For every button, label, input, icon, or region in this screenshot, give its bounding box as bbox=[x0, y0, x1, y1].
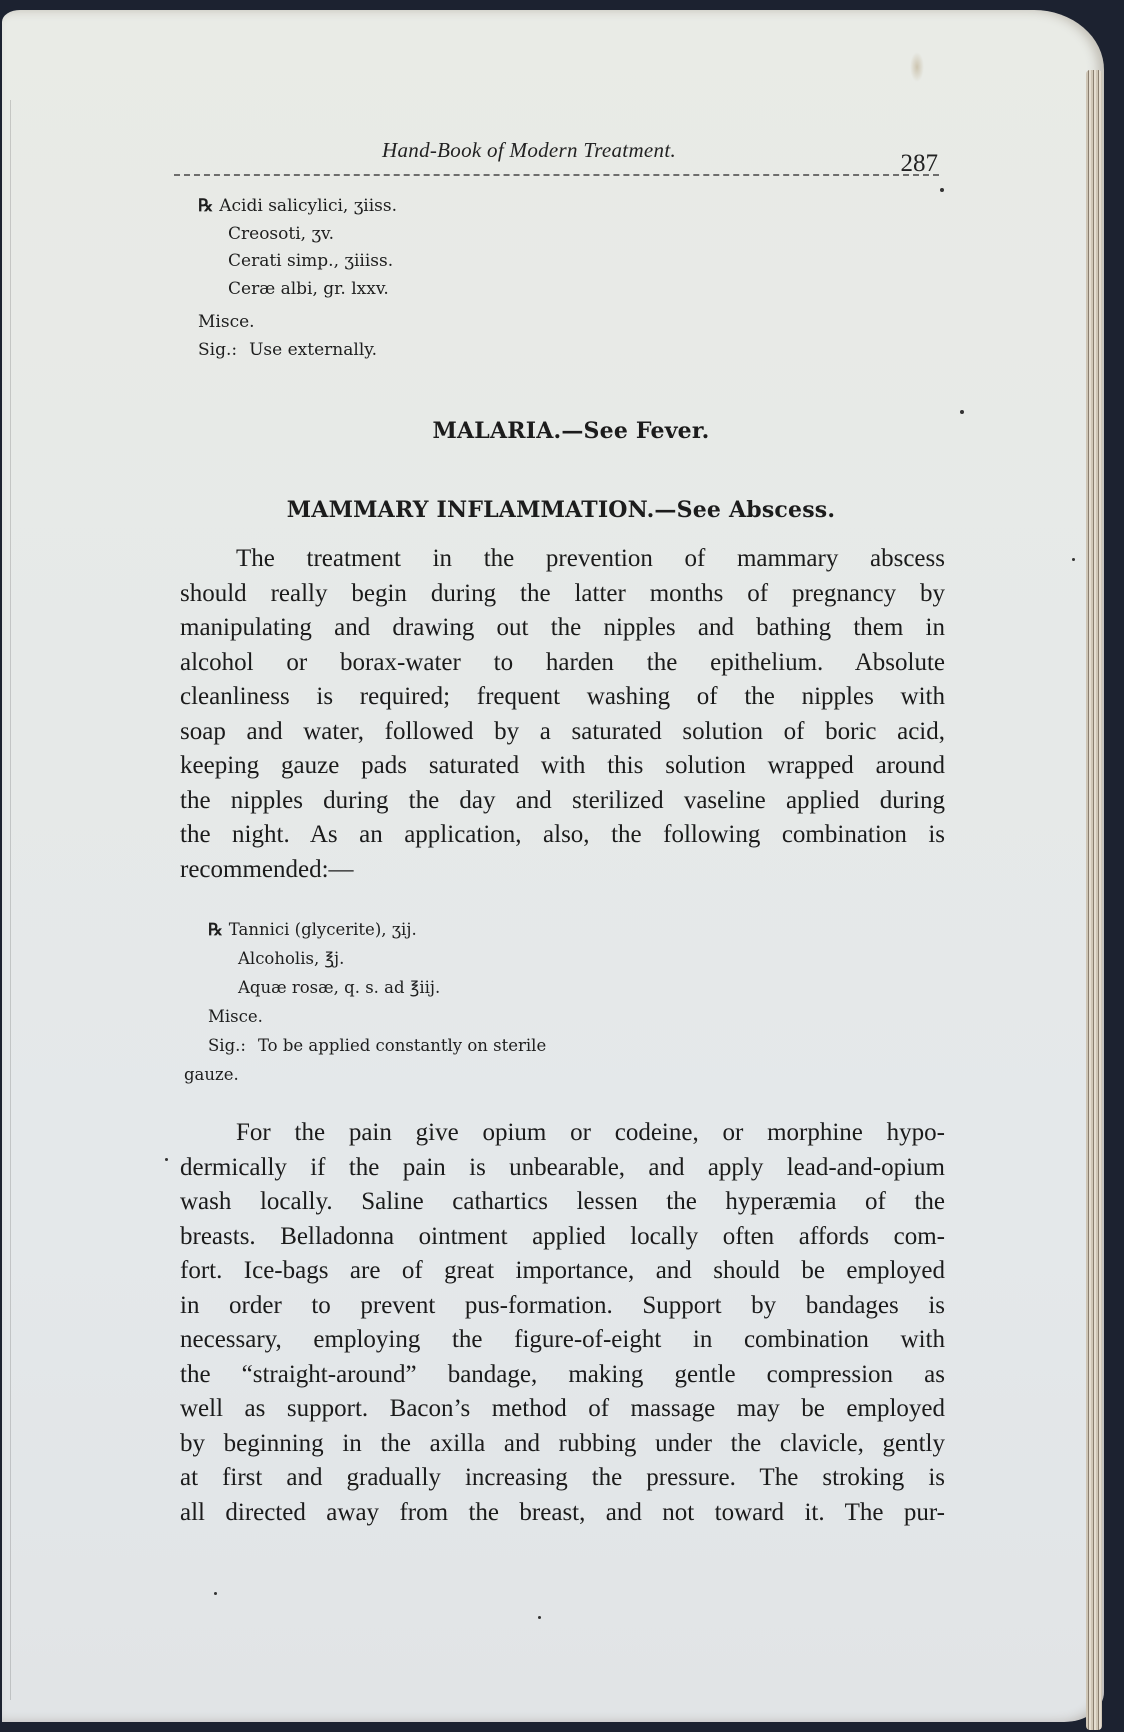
signa-line bbox=[208, 1031, 546, 1060]
prescription-2 bbox=[184, 915, 547, 1089]
text-line: For the pain give opium or codeine, or morphine hypo- bbox=[236, 1119, 945, 1146]
sig-text: Use externally. bbox=[249, 339, 377, 360]
ink-speck bbox=[960, 410, 964, 414]
paragraph-pain-treatment bbox=[180, 1116, 945, 1530]
text-line: cleanliness is required; frequent washing of the nipples with bbox=[180, 683, 945, 710]
text-line: necessary, employing the figure-of-eight in combination with bbox=[180, 1326, 945, 1353]
text-line: in order to prevent pus-formation. Support by bandages is bbox=[180, 1291, 945, 1319]
ink-speck bbox=[165, 1158, 168, 1161]
heading-mammary-inflammation: MAMMARY INFLAMMATION.—See Abscess. bbox=[286, 497, 836, 523]
text-line: all directed away from the breast, and not toward it. The pur- bbox=[180, 1498, 945, 1526]
running-title: Hand-Book of Modern Treatment. bbox=[382, 138, 677, 162]
sig-text: To be applied constantly on sterile bbox=[257, 1036, 547, 1055]
prescription-1 bbox=[198, 193, 397, 364]
signa-line bbox=[198, 337, 397, 365]
misce-label: Misce. bbox=[198, 312, 255, 332]
text-line: The treatment in the prevention of mammary abscess bbox=[236, 545, 945, 572]
paragraph-prevention bbox=[180, 542, 945, 887]
ink-speck bbox=[1072, 558, 1075, 561]
text-line: breasts. Belladonna ointment applied locally often affords com- bbox=[180, 1222, 945, 1250]
text-line: alcohol or borax-water to harden the epithelium. Absolute bbox=[180, 648, 945, 676]
paper-stain bbox=[910, 52, 924, 82]
prescription-line bbox=[198, 193, 397, 221]
text-line: recommended:— bbox=[180, 855, 354, 883]
ingredient: Alcoholis, ℥j. bbox=[238, 949, 345, 968]
ink-speck bbox=[940, 188, 944, 192]
text-line: should really begin during the latter months of pregnancy by bbox=[180, 579, 945, 607]
running-head bbox=[174, 138, 944, 182]
sig-label: Sig.: bbox=[198, 339, 238, 360]
misce-label: Misce. bbox=[208, 1007, 263, 1026]
page-number: 287 bbox=[900, 150, 938, 177]
ingredient: Aquæ rosæ, q. s. ad ℥iij. bbox=[238, 978, 441, 997]
header-rule bbox=[174, 174, 939, 176]
text-line: fort. Ice-bags are of great importance, and should be employed bbox=[180, 1257, 945, 1284]
prescription-line bbox=[208, 915, 546, 944]
ink-speck bbox=[538, 1616, 541, 1619]
ink-speck bbox=[214, 1592, 217, 1595]
text-line: keeping gauze pads saturated with this solution wrapped around bbox=[180, 752, 945, 779]
recipe-symbol-icon: ℞ bbox=[208, 920, 223, 939]
text-line: wash locally. Saline cathartics lessen the hyperæmia of the bbox=[180, 1188, 945, 1215]
heading-malaria: MALARIA.—See Fever. bbox=[432, 418, 710, 444]
text-line: well as support. Bacon’s method of massage may be employed bbox=[180, 1395, 945, 1422]
page-edges bbox=[1086, 70, 1102, 1730]
ingredient: Cerati simp., ʒiiiss. bbox=[228, 251, 394, 271]
ingredient: Tannici (glycerite), ʒij. bbox=[228, 920, 417, 939]
text-line: by beginning in the axilla and rubbing under the clavicle, gently bbox=[180, 1429, 945, 1457]
text-line: dermically if the pain is unbearable, and apply lead-and-opium bbox=[180, 1153, 945, 1181]
sig-text-wrap: gauze. bbox=[184, 1065, 239, 1084]
ingredient: Creosoti, ʒv. bbox=[228, 223, 335, 244]
ingredient: Acidi salicylici, ʒiiss. bbox=[219, 196, 398, 216]
gutter-line bbox=[10, 100, 11, 1700]
recipe-symbol-icon: ℞ bbox=[198, 196, 214, 216]
book-page bbox=[2, 10, 1104, 1722]
text-line: manipulating and drawing out the nipples and bathing them in bbox=[180, 614, 945, 641]
text-line: soap and water, followed by a saturated solution of boric acid, bbox=[180, 717, 945, 745]
text-line: at first and gradually increasing the pressure. The stroking is bbox=[180, 1464, 945, 1491]
sig-label: Sig.: bbox=[208, 1036, 246, 1055]
text-line: the nipples during the day and sterilized vaseline applied during bbox=[180, 786, 945, 814]
text-line: the night. As an application, also, the following combination is bbox=[180, 821, 945, 848]
ingredient: Ceræ albi, gr. lxxv. bbox=[228, 278, 389, 299]
text-line: the “straight-around” bandage, making gentle compression as bbox=[180, 1360, 945, 1388]
